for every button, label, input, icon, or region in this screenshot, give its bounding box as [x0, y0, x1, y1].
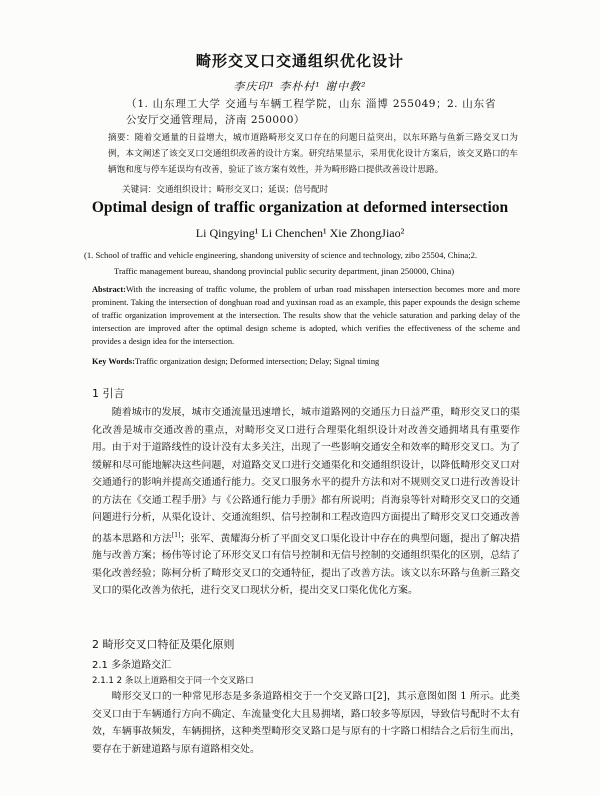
- english-keywords: [92, 357, 520, 366]
- chinese-keywords-text: 交通组织设计；畸形交叉口；延误；信号配时: [156, 185, 329, 195]
- section-1-body: [92, 404, 520, 600]
- english-keywords-label: Key Words:: [92, 357, 135, 366]
- chinese-keywords: [122, 183, 522, 195]
- section-1-heading: 1 引言: [92, 387, 125, 400]
- english-affiliation-line-1: (1. School of traffic and vehicle engineering, shandong university of science and technology, zibo 25504, China;2.: [84, 250, 478, 260]
- english-abstract-label: Abstract:: [92, 285, 126, 294]
- english-authors: Li Qingying¹ Li Chenchen¹ Xie ZhongJiao²: [195, 226, 405, 240]
- chinese-title: 畸形交叉口交通组织优化设计: [195, 52, 404, 70]
- chinese-abstract: [108, 130, 518, 178]
- section-1-text-tail: ；张军、黄耀海分析了平面交叉口渠化设计中存在的典型问题，提出了解决措施与改善方案；杨伟等讨论了环形交叉口有信号控制和无信号控制的交通组织渠化的区别，总结了渠化改善经验；陈柯分析了畸形交叉口的交通特征，提出了改善方法。该文以东环路与鱼新三路交叉口的渠化改善为依托，进行交叉口现状分析，提出交叉口渠化优化方案。: [92, 532, 520, 597]
- chinese-abstract-label: 摘要：: [108, 133, 135, 143]
- section-2-1-1-heading: 2.1.1 2 条以上道路相交于同一个交叉路口: [92, 676, 254, 686]
- chinese-authors: 李庆印¹ 李朴村¹ 谢中教²: [233, 80, 367, 93]
- section-2-1-heading: 2.1 多条道路交汇: [92, 660, 172, 671]
- chinese-keywords-label: 关键词：: [122, 185, 157, 195]
- english-abstract: [92, 283, 520, 348]
- english-affiliation-line-2: Traffic management bureau, shandong provincial public security department, jinan 250000, China): [114, 266, 455, 276]
- english-affiliation: [84, 247, 524, 279]
- english-keywords-text: Traffic organization design; Deformed intersection; Delay; Signal timing: [134, 357, 380, 366]
- section-2-1-1-text: 畸形交叉口的一种常见形态是多条道路相交于一个交叉路口[2]，其示意图如图 1 所示。此类交叉口由于车辆通行方向不确定、车流量变化大且易拥堵，路口较多等原因，导致信号配时不太有效，车辆事故频发，车辆拥挤，这种类型畸形交叉路口是与原有的十字路口相结合之后衍生而出，要存在于新建道路与原有道路相交处。: [92, 691, 520, 755]
- section-1-citation: [1]: [171, 531, 181, 539]
- english-title: Optimal design of traffic organization at deformed intersection: [91, 199, 509, 216]
- english-abstract-text: With the increasing of traffic volume, the problem of urban road misshapen intersection becomes more and more prominent. Taking the intersection of donghuan road and yuxinsan road as an example, this paper expounds the design scheme of traffic organization improvement at the intersection. The results show that the vehicle saturation and parking delay of the intersection are improved after the optimal design scheme is adopted, which verifies the effectiveness of the scheme and provides a design idea for the intersection.: [92, 285, 520, 347]
- chinese-affiliation: （1. 山东理工大学 交通与车辆工程学院，山东 淄博 255049；2. 山东省公安厅交通管理局，济南 250000）: [126, 98, 496, 126]
- section-2-heading: 2 畸形交叉口特征及渠化原则: [92, 638, 235, 651]
- section-1-text: 随着城市的发展，城市交通流量迅速增长，城市道路网的交通压力日益严重，畸形交叉口的渠化改善是城市交通改善的重点，对畸形交叉口进行合理渠化组织设计对改善交通拥堵具有重要作用。由于对于道路线性的设计没有太多关注，出现了一些影响交通安全和效率的畸形交叉口。为了缓解和尽可能地解决这些问题，对道路交叉口进行交通渠化和交通组织设计，以降低畸形交叉口对交通通行的影响并提高交通通行能力。交叉口服务水平的提升方法和对不规则交叉口进行改善设计的方法在《交通工程手册》与《公路通行能力手册》都有所说明；肖海泉等针对畸形交叉口的交通问题进行分析，从渠化设计、交通流组织、信号控制和工程改造四方面提出了畸形交叉口交通改善的基本思路和方法: [92, 407, 520, 544]
- chinese-abstract-text: 随着交通量的日益增大，城市道路畸形交叉口存在的问题日益突出，以东环路与鱼新三路交叉口为例，本文阐述了该交叉口交通组织改善的设计方案。研究结果显示，采用优化设计方案后，该交叉路口的车辆饱和度与停车延误均有改善，验证了该方案有效性，并为畸形路口提供改善设计思路。: [108, 133, 518, 175]
- section-2-1-1-body: [92, 688, 520, 758]
